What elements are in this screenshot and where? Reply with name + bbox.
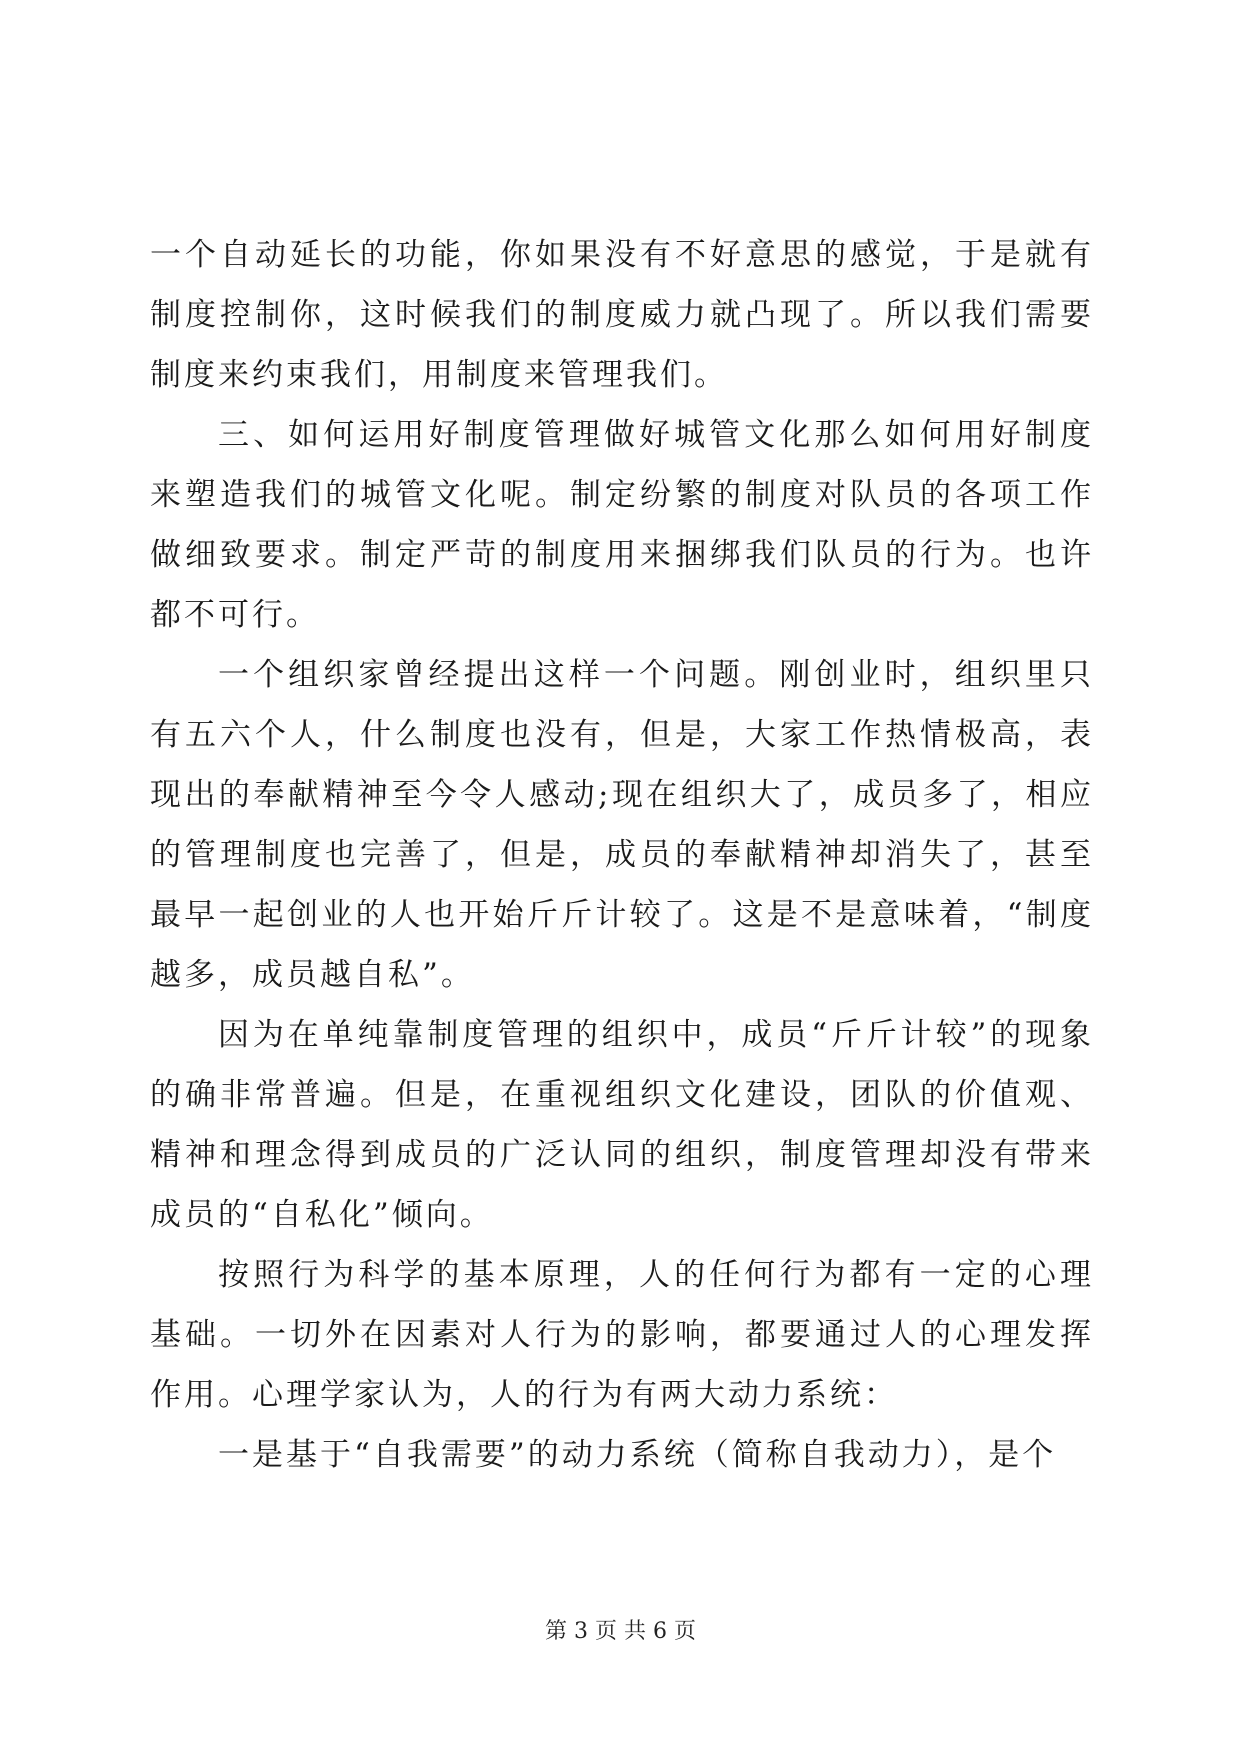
page-footer: 第 3 页 共 6 页 xyxy=(545,1619,696,1644)
paragraph-3: 一个组织家曾经提出这样一个问题。刚创业时，组织里只有五六个人，什么制度也没有，但是，大家工作热情极高，表现出的奉献精神至今令人感动;现在组织大了，成员多了，相应的管理制度也完善了，但是，成员的奉献精神却消失了，甚至最早一起创业的人也开始斤斤计较了。这是不是意味着，“制度越多，成员越自私”。 xyxy=(150,657,1094,993)
paragraph-5: 按照行为科学的基本原理，人的任何行为都有一定的心理基础。一切外在因素对人行为的影响，都要通过人的心理发挥作用。心理学家认为，人的行为有两大动力系统： xyxy=(150,1257,1094,1413)
paragraph-2: 三、如何运用好制度管理做好城管文化那么如何用好制度来塑造我们的城管文化呢。制定纷繁的制度对队员的各项工作做细致要求。制定严苛的制度用来捆绑我们队员的行为。也许都不可行。 xyxy=(150,417,1094,633)
paragraph-6: 一是基于“自我需要”的动力系统（简称自我动力），是个 xyxy=(218,1437,1057,1473)
paragraph-1: 一个自动延长的功能，你如果没有不好意思的感觉，于是就有制度控制你，这时候我们的制度威力就凸现了。所以我们需要制度来约束我们，用制度来管理我们。 xyxy=(150,237,1094,393)
paragraph-4: 因为在单纯靠制度管理的组织中，成员“斤斤计较”的现象的确非常普遍。但是，在重视组织文化建设，团队的价值观、精神和理念得到成员的广泛认同的组织，制度管理却没有带来成员的“自私化”倾向。 xyxy=(150,1017,1094,1233)
document-body xyxy=(150,225,1094,1485)
